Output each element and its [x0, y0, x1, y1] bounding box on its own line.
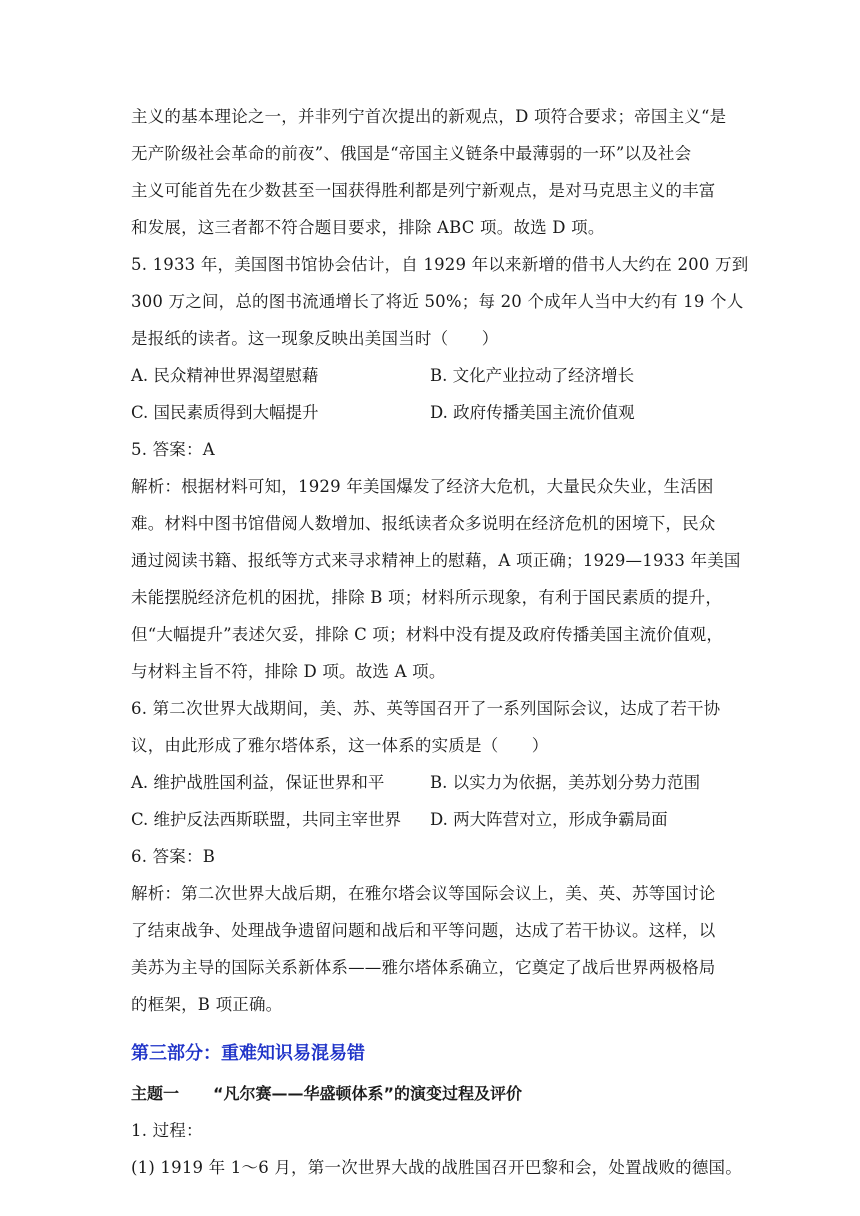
- section-title: 第三部分：重难知识易混易错: [131, 1043, 365, 1064]
- question-6: [131, 690, 731, 1023]
- analysis-line: 的框架，B 项正确。: [131, 995, 283, 1014]
- option-d: D. 政府传播美国主流价值观: [430, 403, 635, 422]
- analysis-line: 但“大幅提升”表述欠妥，排除 C 项；材料中没有提及政府传播美国主流价值观，: [131, 625, 724, 644]
- document-page: [131, 98, 749, 1186]
- analysis-line: 通过阅读书籍、报纸等方式来寻求精神上的慰藉，A 项正确；1929—1933 年美国: [131, 551, 741, 570]
- analysis-line: 了结束战争、处理战争遗留问题和战后和平等问题，达成了若干协议。这样，以: [131, 921, 716, 940]
- text-line: 和发展，这三者都不符合题目要求，排除 ABC 项。故选 D 项。: [131, 218, 605, 237]
- analysis-line: 未能摆脱经济危机的困扰，排除 B 项；材料所示现象，有利于国民素质的提升，: [131, 588, 723, 607]
- option-b: B. 文化产业拉动了经济增长: [430, 366, 635, 385]
- option-b: B. 以实力为依据，美苏划分势力范围: [430, 773, 701, 792]
- answer-line: 5. 答案：A: [131, 440, 215, 459]
- question-stem-line: 6. 第二次世界大战期间，美、苏、英等国召开了一系列国际会议，达成了若干协: [131, 699, 721, 718]
- section-3: [131, 1039, 742, 1186]
- question-stem-line: 5. 1933 年，美国图书馆协会估计，自 1929 年以来新增的借书人大约在 200 万到: [131, 255, 749, 274]
- process-item: (1) 1919 年 1～6 月，第一次世界大战的战胜国召开巴黎和会，处置战败的德国。: [131, 1158, 742, 1177]
- options-row: [131, 394, 731, 431]
- process-heading: 1. 过程：: [131, 1121, 203, 1140]
- answer-line: 6. 答案：B: [131, 847, 216, 866]
- analysis-line: 解析：第二次世界大战后期，在雅尔塔会议等国际会议上，美、英、苏等国讨论: [131, 884, 716, 903]
- question-5: [131, 246, 749, 690]
- options-row: [131, 801, 731, 838]
- question-stem-line: 300 万之间，总的图书流通增长了将近 50%；每 20 个成年人当中大约有 19 个人: [131, 292, 744, 311]
- option-c: C. 维护反法西斯联盟，共同主宰世界: [131, 810, 402, 829]
- text-line: 主义可能首先在少数甚至一国获得胜利都是列宁新观点，是对马克思主义的丰富: [131, 181, 716, 200]
- question-stem-line: 是报纸的读者。这一现象反映出美国当时（ ）: [131, 329, 499, 348]
- option-a: A. 民众精神世界渴望慰藉: [131, 366, 319, 385]
- text-line: 主义的基本理论之一，并非列宁首次提出的新观点，D 项符合要求；帝国主义“是: [131, 107, 727, 126]
- analysis-line: 与材料主旨不符，排除 D 项。故选 A 项。: [131, 662, 446, 681]
- analysis-line: 解析：根据材料可知，1929 年美国爆发了经济大危机，大量民众失业，生活困: [131, 477, 714, 496]
- option-c: C. 国民素质得到大幅提升: [131, 403, 319, 422]
- question-stem-line: 议，由此形成了雅尔塔体系，这一体系的实质是（ ）: [131, 736, 549, 755]
- previous-analysis-paragraph: [131, 98, 731, 246]
- topic-heading: [131, 1075, 731, 1112]
- analysis-line: 美苏为主导的国际关系新体系——雅尔塔体系确立，它奠定了战后世界两极格局: [131, 958, 716, 977]
- option-a: A. 维护战胜国利益，保证世界和平: [131, 773, 385, 792]
- topic-text: “凡尔赛——华盛顿体系”的演变过程及评价: [213, 1084, 523, 1103]
- option-d: D. 两大阵营对立，形成争霸局面: [430, 810, 668, 829]
- options-row: [131, 764, 731, 801]
- text-line: 无产阶级社会革命的前夜”、俄国是“帝国主义链条中最薄弱的一环”以及社会: [131, 144, 692, 163]
- analysis-line: 难。材料中图书馆借阅人数增加、报纸读者众多说明在经济危机的困境下，民众: [131, 514, 716, 533]
- topic-label: 主题一: [131, 1084, 180, 1103]
- options-row: [131, 357, 731, 394]
